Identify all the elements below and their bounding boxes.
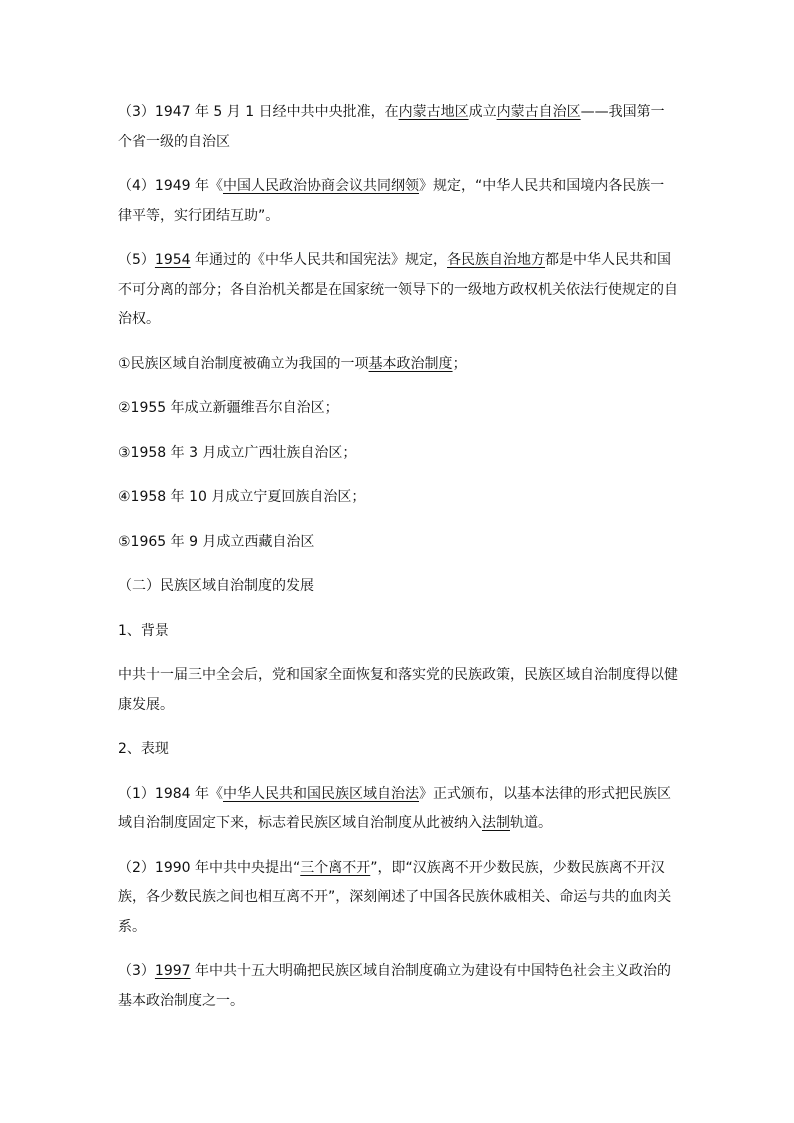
paragraph xyxy=(118,854,678,943)
text-run: ①民族区域自治制度被确立为我国的一项 xyxy=(118,355,369,372)
text-run: ②1955 年成立新疆维吾尔自治区； xyxy=(118,400,339,416)
text-run: （5） xyxy=(118,252,155,268)
text-run: 年中共十五大明确把民族区域自治制度确立为建设有中国特色社会主义政治的基本政治制度之一。 xyxy=(118,963,672,1009)
underlined-term: 基本政治制度 xyxy=(368,355,453,372)
text-run: 》规定，“中华人民共和国境内各民族一律平等，实行团结互助”。 xyxy=(118,178,665,224)
subsection-heading xyxy=(118,617,678,647)
paragraph xyxy=(118,957,678,1016)
text-run: ④1958 年 10 月成立宁夏回族自治区； xyxy=(118,489,366,505)
underlined-term: 内蒙古自治区 xyxy=(496,104,581,120)
paragraph xyxy=(118,528,678,558)
text-run: 成立 xyxy=(468,104,497,120)
paragraph xyxy=(118,394,678,424)
paragraph xyxy=(118,172,678,231)
text-run: 都是中华人民共和国不可分离的部分；各自治机关都是在国家统一领导下的一级地方政权机关依法行使规定的自治权。 xyxy=(118,252,678,327)
text-run: 2、表现 xyxy=(118,741,169,757)
underlined-term: 各民族自治地方 xyxy=(447,252,546,268)
text-run: ——我国第一个省一级的自治区 xyxy=(118,104,665,150)
text-run: （3）1947 年 5 月 1 日经中共中央批准，在 xyxy=(118,104,399,120)
text-run: （4）1949 年《 xyxy=(118,178,223,194)
underlined-term: 法制 xyxy=(482,815,510,831)
underlined-term: 中华人民共和国民族区域自治法 xyxy=(223,785,419,802)
underlined-term: 中国人民政治协商会议共同纲领 xyxy=(223,178,419,194)
text-run: （2）1990 年中共中央提出“ xyxy=(118,859,301,876)
text-run: 1、背景 xyxy=(118,622,169,639)
section-heading xyxy=(118,572,678,602)
paragraph xyxy=(118,439,678,469)
underlined-term: 1997 xyxy=(154,963,191,979)
text-run: ⑤1965 年 9 月成立西藏自治区 xyxy=(118,533,315,550)
paragraph xyxy=(118,246,678,335)
text-run: ”，即“汉族离不开少数民族，少数民族离不开汉族，各少数民族之间也相互离不开”，深刻阐述了中国各民族休戚相关、命运与共的血肉关系。 xyxy=(118,859,672,935)
paragraph xyxy=(118,483,678,513)
text-run: 轨道。 xyxy=(510,815,552,831)
paragraph xyxy=(118,98,678,157)
text-run: （3） xyxy=(118,963,155,979)
subsection-heading xyxy=(118,735,678,765)
underlined-term: 1954 xyxy=(154,252,191,268)
underlined-term: 三个离不开 xyxy=(300,859,371,876)
underlined-term: 内蒙古地区 xyxy=(398,104,469,120)
paragraph xyxy=(118,780,678,839)
text-run: 年通过的《中华人民共和国宪法》规定， xyxy=(190,252,448,268)
text-run: ； xyxy=(452,355,467,372)
text-run: （1）1984 年《 xyxy=(118,785,223,802)
paragraph xyxy=(118,661,678,720)
paragraph xyxy=(118,350,678,380)
text-run: ③1958 年 3 月成立广西壮族自治区； xyxy=(118,444,357,461)
text-run: （二）民族区域自治制度的发展 xyxy=(118,578,314,594)
text-run: 中共十一届三中全会后，党和国家全面恢复和落实党的民族政策，民族区域自治制度得以健康发展。 xyxy=(118,667,678,713)
text-run: 》正式颁布，以基本法律的形式把民族区域自治制度固定下来，标志着民族区域自治制度从此被纳入 xyxy=(118,785,671,831)
document-page xyxy=(118,98,678,1031)
